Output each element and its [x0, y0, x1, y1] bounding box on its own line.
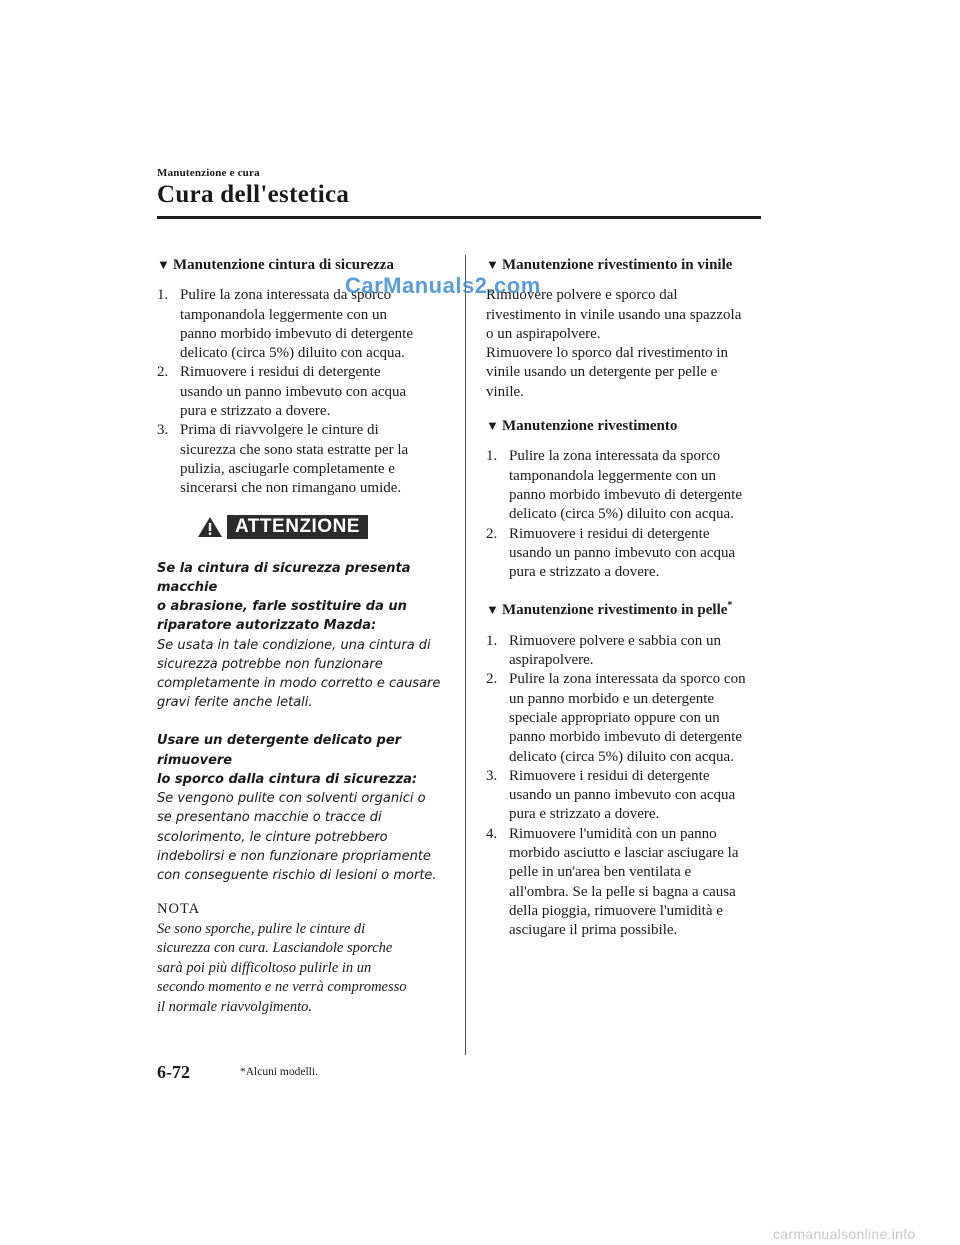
- warning-label: ATTENZIONE: [227, 515, 368, 539]
- text-line: indebolirsi e non funzionare propriamente: [157, 848, 431, 864]
- text-line: delicato (circa 5%) diluito con acqua.: [509, 748, 734, 765]
- text-line: della pioggia, rimuovere l'umidità e: [509, 902, 723, 919]
- list-item: [157, 363, 450, 421]
- triangle-down-icon: ▼: [486, 602, 499, 618]
- step-number: 1.: [486, 632, 498, 649]
- text-line: vinile.: [486, 383, 524, 400]
- warning-bold-1: [157, 559, 450, 636]
- heading-vinyl: ▼ Manutenzione rivestimento in vinile: [486, 257, 733, 273]
- list-item: [486, 525, 764, 583]
- leather-steps: [486, 632, 764, 941]
- warning-triangle-icon: [197, 516, 223, 538]
- vinyl-text: [486, 286, 764, 402]
- text-line: Rimuovere i residui di detergente: [509, 767, 710, 784]
- text-line: Rimuovere i residui di detergente: [509, 525, 710, 542]
- text-line: Prima di riavvolgere le cinture di: [180, 422, 379, 439]
- text-line: o abrasione, farle sostituire da un: [157, 599, 407, 615]
- text-line: Rimuovere polvere e sporco dal: [486, 287, 678, 304]
- text-line: Rimuovere lo sporco dal rivestimento in: [486, 345, 729, 362]
- step-number: 3.: [486, 767, 498, 784]
- text-line: sicurezza potrebbe non funzionare: [157, 656, 383, 672]
- text-line: panno morbido imbevuto di detergente: [180, 325, 414, 342]
- text-line: aspirapolvere.: [509, 652, 594, 669]
- note-title: NOTA: [157, 901, 201, 918]
- warning-bold-2: [157, 731, 450, 789]
- text-line: panno morbido imbevuto di detergente: [509, 729, 743, 746]
- watermark-carmanuals2: CarManuals2.com: [345, 273, 541, 298]
- text-line: morbido asciutto e lasciar asciugare la: [509, 845, 739, 862]
- list-item: [486, 825, 764, 941]
- text-line: secondo momento e ne verrà compromesso: [157, 979, 407, 996]
- note-text: [157, 920, 450, 1018]
- text-line: asciugare il prima possibile.: [509, 922, 678, 939]
- text-line: Pulire la zona interessata da sporco con: [509, 671, 746, 688]
- text-line: vinile usando un detergente per pelle e: [486, 364, 718, 381]
- step-number: 1.: [157, 287, 169, 304]
- heading-seatbelt: ▼ Manutenzione cintura di sicurezza: [157, 257, 394, 273]
- text-line: scolorimento, le cinture potrebbero: [157, 829, 388, 845]
- step-number: 4.: [486, 825, 498, 842]
- triangle-down-icon: ▼: [486, 418, 499, 434]
- warning-body: [157, 559, 450, 885]
- fabric-steps: [486, 447, 764, 582]
- list-item: [486, 632, 764, 671]
- text-line: un panno morbido e un detergente: [509, 690, 715, 707]
- text-line: delicato (circa 5%) diluito con acqua.: [180, 345, 405, 362]
- step-number: 1.: [486, 448, 498, 465]
- page-number: 6-72: [157, 1062, 190, 1082]
- text-line: panno morbido imbevuto di detergente: [509, 486, 743, 503]
- text-line: Pulire la zona interessata da sporco: [180, 287, 392, 304]
- list-item: [157, 421, 450, 498]
- text-line: usando un panno imbevuto con acqua: [509, 544, 736, 561]
- text-line: speciale appropriato oppure con un: [509, 709, 720, 726]
- list-item: [486, 767, 764, 825]
- step-number: 2.: [157, 364, 169, 381]
- text-line: pura e strizzato a dovere.: [509, 564, 660, 581]
- note-block: [157, 900, 450, 1017]
- page-title: Cura dell'estetica: [157, 181, 350, 208]
- text-line: pelle in un'area ben ventilata e: [509, 864, 692, 881]
- step-number: 2.: [486, 671, 498, 688]
- text-line: lo sporco dalla cintura di sicurezza:: [157, 771, 418, 787]
- right-column: [486, 255, 764, 941]
- site-watermark: carmanualsonline.info: [773, 1226, 916, 1242]
- text-line: riparatore autorizzato Mazda:: [157, 618, 377, 634]
- text-line: sicurezza con cura. Lasciandole sporche: [157, 940, 393, 957]
- warning-text-1: [157, 636, 450, 713]
- text-line: completamente in modo corretto e causare: [157, 676, 441, 692]
- text-line: gravi ferite anche letali.: [157, 695, 313, 711]
- seatbelt-steps: [157, 286, 450, 498]
- text-line: pura e strizzato a dovere.: [509, 806, 660, 823]
- text-line: Se usata in tale condizione, una cintura di: [157, 637, 431, 653]
- text-line: Rimuovere l'umidità con un panno: [509, 825, 717, 842]
- text-line: tamponandola leggermente con un: [180, 306, 388, 323]
- text-line: tamponandola leggermente con un: [509, 467, 717, 484]
- text-line: con conseguente rischio di lesioni o morte.: [157, 867, 437, 883]
- triangle-down-icon: ▼: [486, 257, 499, 272]
- list-item: [486, 447, 764, 524]
- list-item: [486, 670, 764, 766]
- footnote-mark: *: [727, 600, 733, 612]
- step-number: 3.: [157, 422, 169, 439]
- text-line: Rimuovere i residui di detergente: [180, 364, 381, 381]
- heading-fabric: ▼ Manutenzione rivestimento: [486, 418, 678, 435]
- footnote: *Alcuni modelli.: [240, 1066, 318, 1078]
- triangle-down-icon: ▼: [157, 257, 170, 272]
- text-line: Pulire la zona interessata da sporco: [509, 448, 721, 465]
- left-column: [157, 255, 450, 1017]
- text-line: Se vengono pulite con solventi organici o: [157, 791, 426, 807]
- text-line: sarà poi più difficoltoso pulirle in un: [157, 959, 372, 976]
- heading-leather: ▼ Manutenzione rivestimento in pelle*: [486, 600, 733, 619]
- text-line: pulizia, asciugarle completamente e: [180, 460, 395, 477]
- text-line: usando un panno imbevuto con acqua: [509, 787, 736, 804]
- step-number: 2.: [486, 525, 498, 542]
- text-line: rivestimento in vinile usando una spazzola: [486, 306, 742, 323]
- text-line: sincerarsi che non rimangano umide.: [180, 480, 402, 497]
- text-line: Se sono sporche, pulire le cinture di: [157, 920, 366, 937]
- column-divider: [465, 255, 466, 1055]
- text-line: pura e strizzato a dovere.: [180, 403, 331, 420]
- header-rule: [157, 216, 761, 219]
- warning-banner: [197, 515, 450, 539]
- text-line: il normale riavvolgimento.: [157, 998, 313, 1015]
- text-line: Usare un detergente delicato per rimuovere: [157, 733, 402, 768]
- text-line: o un aspirapolvere.: [486, 325, 601, 342]
- text-line: se presentano macchie o tracce di: [157, 810, 382, 826]
- text-line: delicato (circa 5%) diluito con acqua.: [509, 506, 734, 523]
- text-line: Se la cintura di sicurezza presenta macchie: [157, 560, 411, 596]
- text-line: usando un panno imbevuto con acqua: [180, 383, 407, 400]
- section-label: Manutenzione e cura: [157, 167, 260, 179]
- text-line: all'ombra. Se la pelle si bagna a causa: [509, 883, 736, 900]
- warning-text-2: [157, 789, 450, 885]
- text-line: Rimuovere polvere e sabbia con un: [509, 632, 722, 649]
- text-line: sicurezza che sono stata estratte per la: [180, 441, 409, 458]
